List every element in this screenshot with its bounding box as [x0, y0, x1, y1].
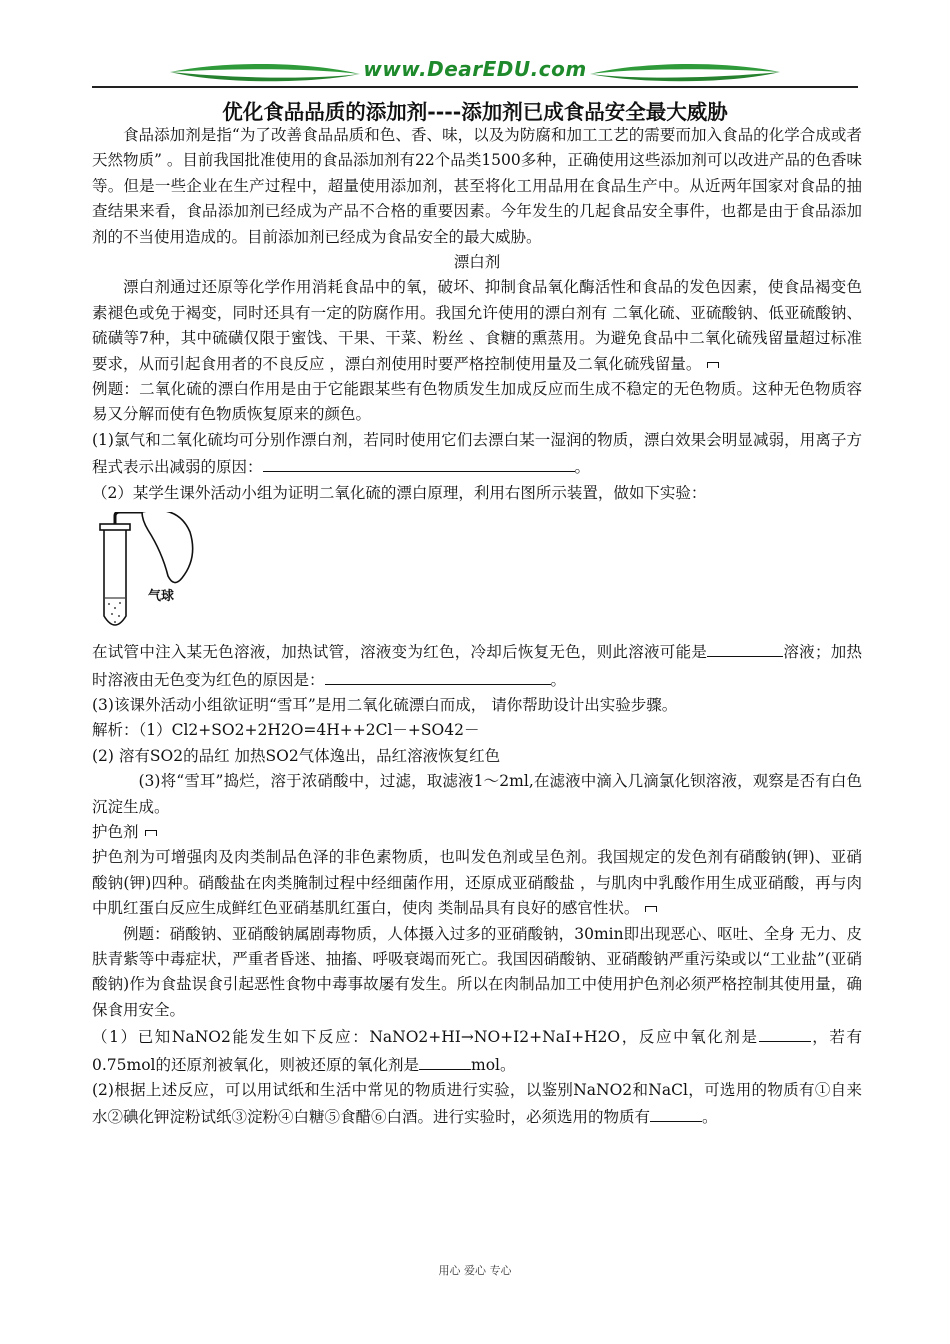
bleach-example: 例题：二氧化硫的漂白作用是由于它能跟某些有色物质发生加成反应而生成不稳定的无色物质。这种无色物质容易又分解而使有色物质恢复原来的颜色。	[92, 380, 862, 424]
color-retention-paragraph	[92, 845, 862, 921]
question-text: 在试管中注入某无色溶液，加热试管，溶液变为红色，冷却后恢复无色，则此溶液可能是	[92, 643, 708, 662]
intro-paragraph: 食品添加剂是指“为了改善食品品质和色、香、味，以及为防腐和加工工艺的需要而加入食品的化学合成或者天然物质” 。目前我国批准使用的食品添加剂有22个品类1500多种，正确使用这些添加剂可以改进产品的色香味等。但是一些企业在生产过程中，超量使用添加剂，甚至将化工用品用在食品生产中。从近两年国家对食品的抽查结果来看，食品添加剂已经成为产品不合格的重要因素。今年发生的几起食品安全事件，也都是由于食品添加剂的不当使用造成的。目前添加剂已经成为食品安全的最大威胁。	[92, 126, 862, 246]
apparatus-figure	[92, 506, 862, 638]
figure-label-balloon: 气球	[148, 589, 175, 605]
color-retention-example: 例题：硝酸钠、亚硝酸钠属剧毒物质，人体摄入过多的亚硝酸钠，30min即出现恶心、呕吐、全身 无力、皮肤青紫等中毒症状，严重者昏迷、抽搐、呼吸衰竭而死亡。我国因硝酸钠、亚硝酸钠严重污染或以“工业盐”(亚硝酸钠)作为食盐误食引起恶性食物中毒事故屡有发生。所以在肉制品加工中使用护色剂必须严格控制其使用量，确保食用安全。	[92, 924, 862, 1019]
section-heading-bleach: 漂白剂	[453, 253, 501, 272]
answer-3: (3)将“雪耳”捣烂，溶于浓硝酸中，过滤，取滤液1～2ml,在滤液中滴入几滴氯化钡溶液，观察是否有白色沉淀生成。	[92, 772, 862, 816]
page-title: 优化食品品质的添加剂----添加剂已成食品安全最大威胁	[222, 100, 728, 124]
bleach-question-2-text	[92, 638, 862, 693]
question-text: 溶液；加热时溶液由无色变为红色的原因是：	[92, 643, 862, 689]
paragraph-text: 护色剂为可增强肉及肉类制品色泽的非色素物质，也叫发色剂或呈色剂。我国规定的发色剂有硝酸钠(钾)、亚硝酸钠(钾)四种。硝酸盐在肉类腌制过程中经细菌作用，还原成亚硝酸盐 ，与肌肉中乳酸作用生成亚硝酸，再与肉中肌红蛋白反应生成鲜红色亚硝基肌红蛋白，使肉 类制品具有良好的感官性状。	[92, 848, 862, 918]
test-tube-balloon-icon	[96, 512, 216, 634]
question-text: (1)氯气和二氧化硫均可分别作漂白剂，若同时使用它们去漂白某一湿润的物质，漂白效果会明显减弱，用离子方程式表示出减弱的原因：	[92, 430, 862, 477]
question-text: （1）已知NaNO2能发生如下反应：NaNO2+HI→NO+I2+NaI+H2O，反应中氧化剂是	[92, 1028, 759, 1047]
answer-blank[interactable]	[745, 638, 783, 657]
heading-text: 护色剂	[92, 822, 139, 841]
color-retention-question-2	[92, 1078, 862, 1131]
paragraph-mark-icon	[145, 830, 157, 836]
bleach-question-3: (3)该课外活动小组欲证明“雪耳”是用二氧化硫漂白而成， 请你帮助设计出实验步骤。	[92, 695, 678, 714]
answer-1: 解析：（1）Cl2+SO2+2H2O=4H++2Cl－+SO42－	[92, 721, 480, 740]
answer-blank[interactable]	[325, 666, 551, 685]
site-banner	[170, 54, 780, 92]
answer-blank[interactable]	[650, 1103, 702, 1122]
paragraph-mark-icon	[645, 906, 657, 912]
color-retention-question-1	[92, 1023, 862, 1078]
header-rule	[92, 86, 858, 88]
answer-blank[interactable]	[707, 638, 745, 657]
answer-blank[interactable]	[759, 1023, 811, 1042]
answer-blank[interactable]	[263, 453, 575, 472]
bleach-question-1	[92, 428, 862, 481]
answer-blank[interactable]	[419, 1051, 471, 1070]
question-text: mol。	[471, 1055, 516, 1074]
bleach-text: 漂白剂通过还原等化学作用消耗食品中的氧，破坏、抑制食品氧化酶活性和食品的发色因素，使食品褐变色素褪色或免于褐变，同时还具有一定的防腐作用。我国允许使用的漂白剂有 二氧化硫、亚硫酸钠、低亚硫酸钠、硫磺等7种，其中硫磺仅限于蜜饯、干果、干菜、粉丝 、食糖的熏蒸用。为避免食品中二氧化硫残留量超过标准要求，从而引起食用者的不良反应 ，漂白剂使用时要严格控制使用量及二氧化硫残留量。	[92, 278, 862, 373]
paragraph-mark-icon	[707, 362, 719, 368]
answer-2: (2) 溶有SO2的品红 加热SO2气体逸出，品红溶液恢复红色	[92, 746, 501, 765]
bleach-paragraph	[92, 275, 862, 377]
punctuation: 。	[574, 458, 591, 477]
punctuation: 。	[702, 1108, 718, 1127]
document-body	[92, 123, 862, 1131]
punctuation: 。	[550, 670, 567, 689]
section-heading-color-retention	[92, 820, 862, 845]
question-text: ，若有0.75mol的还原剂被氧化，则被还原的氧化剂是	[92, 1028, 862, 1074]
question-text: (2)根据上述反应，可以用试纸和生活中常见的物质进行实验，以鉴别NaNO2和NaCl，可选用的物质有①自来水②碘化钾淀粉试纸③淀粉④白糖⑤食醋⑥白酒。进行实验时，必须选用的物质有	[92, 1081, 862, 1127]
site-url[interactable]: www.DearEDU.com	[363, 57, 587, 81]
page-footer: 用心 爱心 专心	[438, 1264, 512, 1277]
bleach-question-2: （2）某学生课外活动小组为证明二氧化硫的漂白原理，利用右图所示装置，做如下实验：	[92, 483, 707, 502]
